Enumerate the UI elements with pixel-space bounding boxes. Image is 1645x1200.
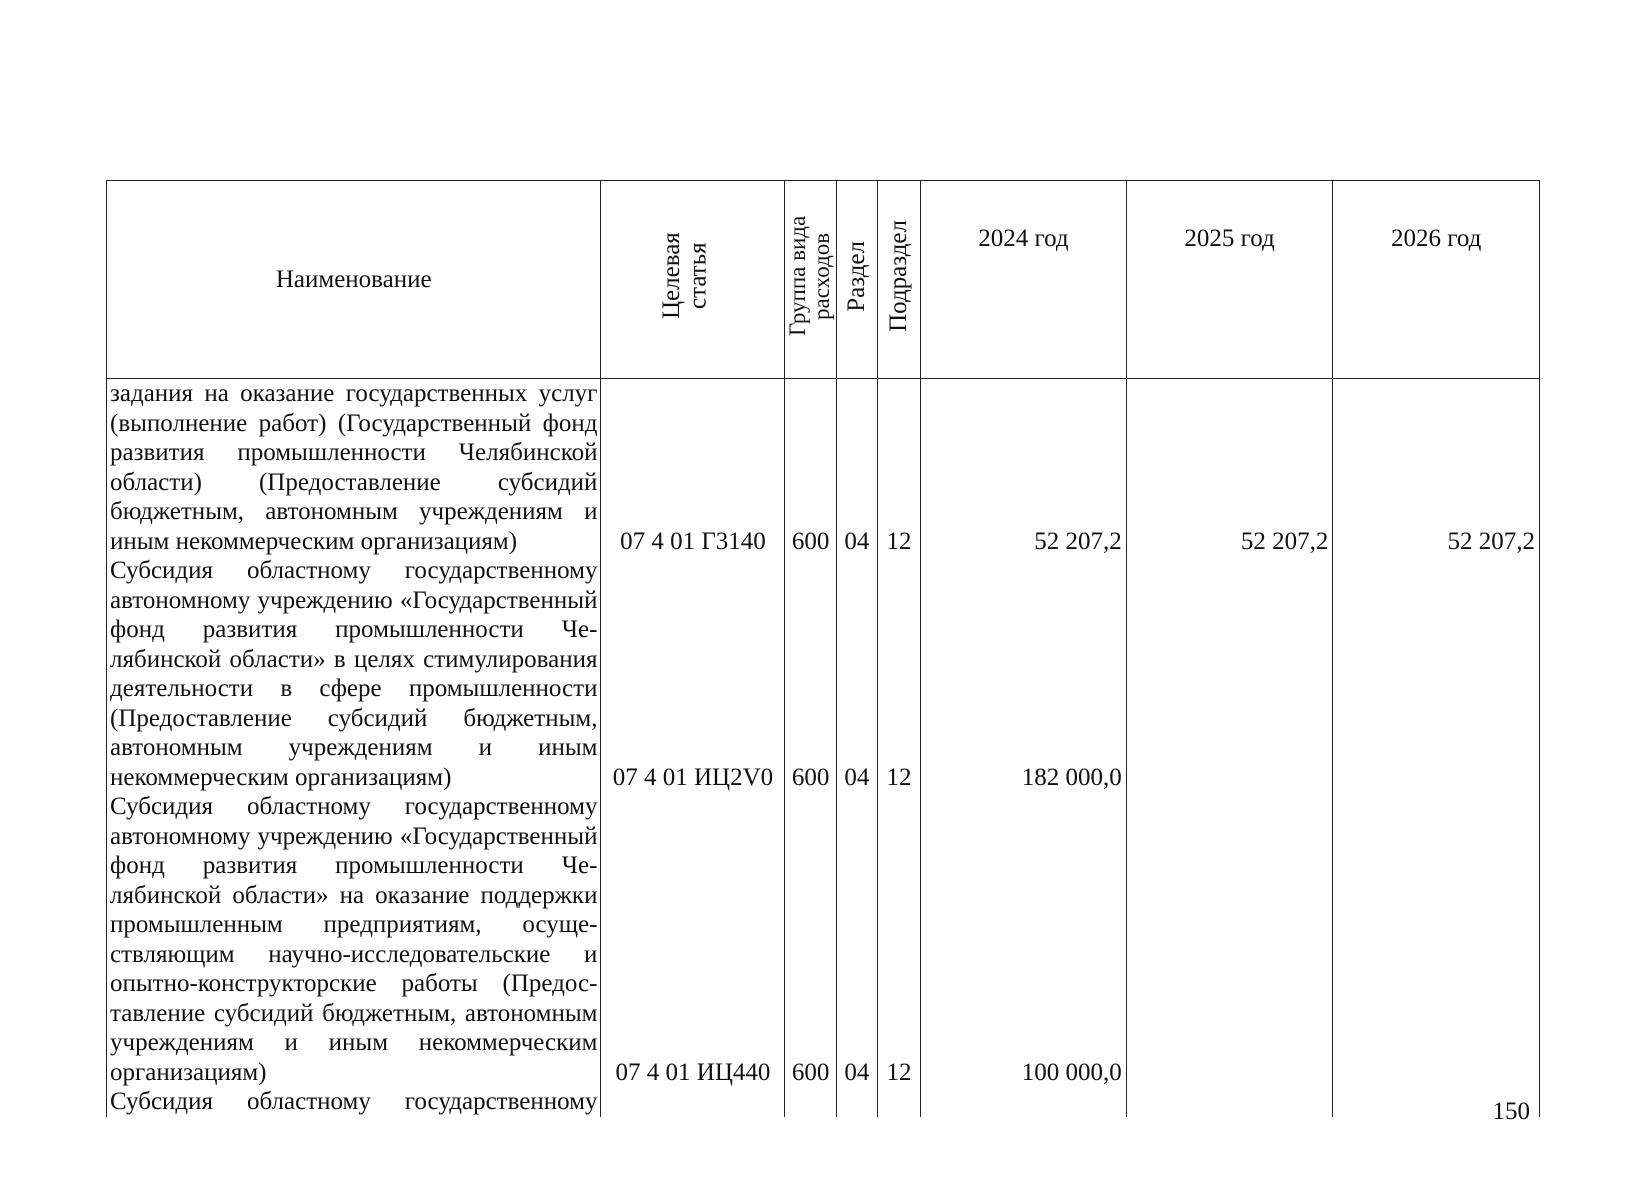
row-2-2026 xyxy=(1333,556,1540,792)
row-3-target-article-value: 07 4 01 ИЦ440 xyxy=(615,1058,771,1086)
header-expense-group-label: Группа вида расходов xyxy=(784,215,834,337)
row-3-2025 xyxy=(1126,792,1333,1087)
row-3-subsection xyxy=(877,792,920,1087)
row-2-subsection xyxy=(877,556,920,792)
row-2-target-article-value: 07 4 01 ИЦ2V0 xyxy=(612,763,774,791)
row-1-target-article-value: 07 4 01 Г3140 xyxy=(620,527,766,555)
row-1-2024 xyxy=(921,379,1127,557)
table-header-row xyxy=(107,181,1540,379)
header-section xyxy=(836,181,877,379)
row-1-subsection-value: 12 xyxy=(886,527,912,555)
row-2-name xyxy=(107,556,601,792)
header-name xyxy=(107,181,601,379)
header-2025 xyxy=(1126,181,1333,379)
row-3-expense-group xyxy=(785,792,836,1087)
row-3-2024-value: 100 000,0 xyxy=(1021,1058,1122,1086)
row-3-2026 xyxy=(1333,792,1540,1087)
header-name-label: Наименование xyxy=(275,265,432,293)
row-3-target-article xyxy=(601,792,785,1087)
row-1-subsection xyxy=(877,379,920,557)
row-3-name-text: Субсидия областному государственному автономному учреждению «Государственный фонд развития промышленности Челябинской области» на оказание поддержки промышленным предприятиям, осуществляющим научно-исследовательские и опытно-конструкторские работы (Предоставление субсидий бюджетным, автономным учреждениям и иным некоммерческим организациям) xyxy=(110,793,598,1086)
row-1-2026 xyxy=(1333,379,1540,557)
row-1-expense-group-value: 600 xyxy=(791,527,830,555)
row-2-2024-value: 182 000,0 xyxy=(1021,763,1122,791)
header-2024 xyxy=(921,181,1127,379)
table-row xyxy=(107,792,1540,1087)
table-row xyxy=(107,1087,1540,1117)
row-3-section-value: 04 xyxy=(844,1058,870,1086)
row-1-expense-group xyxy=(785,379,836,557)
row-2-2024 xyxy=(921,556,1127,792)
table-row xyxy=(107,556,1540,792)
row-3-subsection-value: 12 xyxy=(886,1058,912,1086)
header-2026-label: 2026 год xyxy=(1390,225,1482,252)
row-4-name-text: Субсидия областному государственному xyxy=(110,1088,598,1115)
row-1-section-value: 04 xyxy=(844,527,870,555)
row-2-name-text: Субсидия областному государственному автономному учреждению «Государственный фонд развития промышленности Челябинской области» в целях стимулирования деятельности в сфере промышленности (Предоставление субсидий бюджетным, автономным учреждениям и иным некоммерческим организациям) xyxy=(110,557,598,791)
row-1-2024-value: 52 207,2 xyxy=(1034,527,1122,555)
table-row xyxy=(107,379,1540,557)
row-2-expense-group-value: 600 xyxy=(791,763,830,791)
header-2026 xyxy=(1333,181,1540,379)
row-1-name xyxy=(107,379,601,557)
row-2-expense-group xyxy=(785,556,836,792)
row-3-name xyxy=(107,792,601,1087)
row-1-2025-value: 52 207,2 xyxy=(1240,527,1329,555)
row-2-subsection-value: 12 xyxy=(886,763,912,791)
row-1-2026-value: 52 207,2 xyxy=(1447,527,1535,555)
row-4-expense-group xyxy=(785,1087,836,1117)
row-2-target-article xyxy=(601,556,785,792)
row-4-section xyxy=(836,1087,877,1117)
row-3-2024 xyxy=(921,792,1127,1087)
header-subsection xyxy=(877,181,920,379)
budget-table xyxy=(106,180,1540,1117)
header-section-label: Раздел xyxy=(842,240,870,312)
page-number: 150 xyxy=(1492,1098,1530,1125)
row-1-name-text: задания на оказание государственных услуг (выполнение работ) (Государственный фонд развития промышленности Челябинской области) (Предоставление субсидий бюджетным, автономным учреждениям и иным некоммерческим организациям) xyxy=(110,380,598,555)
row-1-section xyxy=(836,379,877,557)
row-4-subsection xyxy=(877,1087,920,1117)
header-2024-label: 2024 год xyxy=(978,225,1069,252)
header-expense-group xyxy=(785,181,836,379)
row-1-target-article xyxy=(601,379,785,557)
row-3-expense-group-value: 600 xyxy=(791,1058,830,1086)
header-subsection-label: Подраздел xyxy=(884,220,912,332)
header-target-article xyxy=(601,181,785,379)
row-1-2025 xyxy=(1126,379,1333,557)
row-4-target-article xyxy=(601,1087,785,1117)
row-2-section xyxy=(836,556,877,792)
header-2025-label: 2025 год xyxy=(1184,225,1275,252)
row-2-section-value: 04 xyxy=(844,763,870,791)
row-3-section xyxy=(836,792,877,1087)
header-target-article-label: Целевая статья xyxy=(657,232,712,320)
row-4-name xyxy=(107,1087,601,1117)
row-4-2025 xyxy=(1126,1087,1333,1117)
row-4-2024 xyxy=(921,1087,1127,1117)
row-2-2025 xyxy=(1126,556,1333,792)
